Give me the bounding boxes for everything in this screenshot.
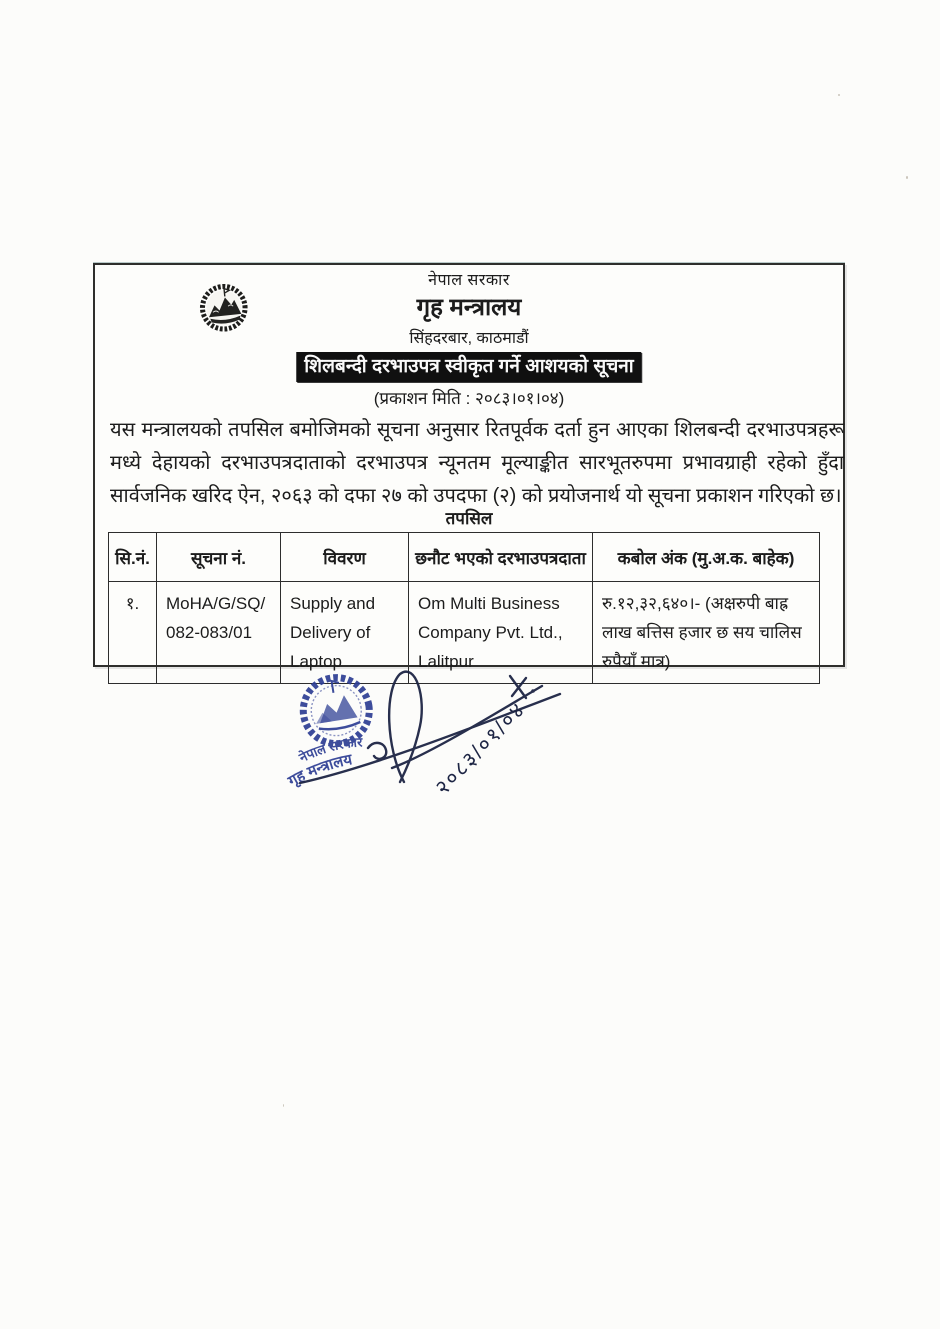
header-bid-amount: कबोल अंक (मु.अ.क. बाहेक) (593, 533, 820, 582)
notice-border-box (93, 263, 845, 671)
cell-description: Supply and Delivery of Laptop (281, 582, 409, 684)
notice-title-bar (296, 352, 641, 382)
stamp-signature-graphic (276, 664, 588, 816)
stamp-signature-area (276, 664, 588, 816)
notice-title: शिलबन्दी दरभाउपत्र स्वीकृत गर्ने आशयको सूचना (304, 356, 634, 377)
ministry-stamp-icon (276, 669, 407, 793)
stamp-text-ministry: गृह मन्त्रालय (285, 751, 354, 790)
scan-speck (283, 1104, 284, 1107)
ministry-address: सिंहदरबार, काठमाडौं (409, 330, 529, 347)
notice-body-paragraph: यस मन्त्रालयको तपसिल बमोजिमको सूचना अनुसार रितपूर्वक दर्ता हुन आएका शिलबन्दी दरभाउपत्रहरू मध्ये देहायको दरभाउपत्रदाताको दरभाउपत्र न्यूनतम मूल्याङ्कीत सारभूतरुपमा प्रभावग्राही रहेको हुँदा सार्वजनिक खरिद ऐन, २०६३ को दफा २७ को उपदफा (२) को प्रयोजनार्थ यो सूचना प्रकाशन गरिएको छ। (110, 419, 844, 507)
table-header-row (109, 533, 820, 582)
publication-date-line: (प्रकाशन मिति : २०८३।०१।०४) (373, 389, 565, 408)
stamp-text-government: नेपाल सरकार (296, 734, 363, 766)
government-name: नेपाल सरकार (428, 272, 510, 289)
cell-serial-number: १. (109, 582, 157, 684)
ministry-name: गृह मन्त्रालय (416, 294, 522, 321)
bid-details-table (108, 532, 820, 684)
scan-speck (906, 176, 908, 179)
header-serial-number: सि.नं. (109, 533, 157, 582)
cell-selected-bidder: Om Multi Business Company Pvt. Ltd., Lalitpur (409, 582, 593, 684)
table-caption: तपसिल (445, 509, 493, 528)
header-description: विवरण (281, 533, 409, 582)
header-notice-number: सूचना नं. (157, 533, 281, 582)
cell-bid-amount: रु.१२,३२,६४०।- (अक्षरुपी बाह्र लाख बत्तिस हजार छ सय चालिस रुपैयाँ मात्र) (593, 582, 820, 684)
cell-notice-number: MoHA/G/SQ/082-083/01 (157, 582, 281, 684)
scan-speck (838, 94, 840, 96)
header-selected-bidder: छनौट भएको दरभाउपत्रदाता (409, 533, 593, 582)
handwritten-date: २०८३/०१/०४ (431, 697, 531, 800)
